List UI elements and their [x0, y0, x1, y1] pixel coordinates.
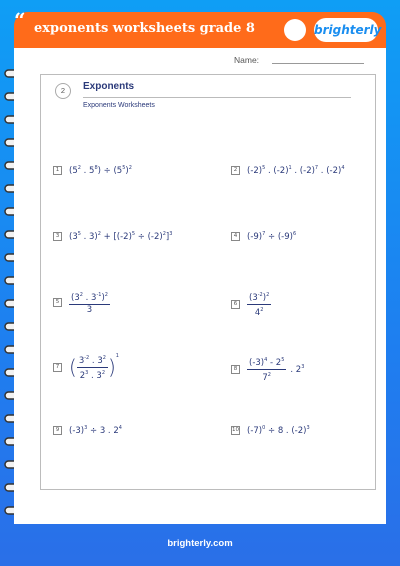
- header-title: exponents worksheets grade 8: [34, 21, 255, 36]
- problem-expression: $\frac{(-3)^4 - 2^5}{7^2}$ . $2^3$: [249, 357, 305, 383]
- problem-6: [231, 290, 271, 319]
- problem-number: 10: [232, 426, 239, 433]
- worksheet-paper: [14, 48, 386, 524]
- worksheet-title: Exponents: [83, 81, 135, 92]
- problem-expression: $\frac{(3^{-2})^2}{4^2}$: [249, 292, 270, 318]
- quote-icon: “: [14, 8, 26, 32]
- problem-expression: $\frac{(3^2 . 3^{-1})^2}{3}$: [71, 292, 108, 315]
- problem-number: 1: [53, 166, 62, 175]
- problem-2: [231, 165, 345, 176]
- problem-expression: $(-9)^7 \div (-9)^6$: [247, 231, 297, 242]
- problem-expression: ($5^2$ . $5^8) \div (5^5)^2$: [69, 165, 132, 176]
- footer-website[interactable]: brighterly.com: [167, 538, 233, 549]
- name-label: Name:: [234, 55, 260, 65]
- problem-number: 8: [231, 365, 240, 374]
- problem-10: [231, 425, 310, 436]
- worksheet-subtitle: Exponents Worksheets: [83, 102, 155, 109]
- brighterly-logo[interactable]: [314, 18, 382, 42]
- problem-number: 2: [231, 166, 240, 175]
- problem-3: [53, 231, 172, 242]
- worksheet-number-badge: 2: [55, 83, 71, 99]
- problem-8: [231, 355, 304, 384]
- problem-number: 5: [53, 298, 62, 307]
- logo-text: brighterly: [314, 23, 382, 37]
- problem-number: 9: [53, 426, 62, 435]
- problem-5: [53, 290, 110, 316]
- problem-7: [53, 353, 119, 382]
- problem-4: [231, 231, 296, 242]
- problem-number: 6: [231, 300, 240, 309]
- problem-expression: ($3^5$ . $3)^2 + [(-2)^5 \div (-2)^2]^3$: [69, 231, 173, 242]
- worksheet-header: [14, 8, 386, 48]
- problem-number: 4: [231, 232, 240, 241]
- problem-number: 3: [53, 232, 62, 241]
- problem-expression: $(-7)^0 \div 8$ . $(-2)^3$: [247, 425, 310, 436]
- problem-expression: ( $\frac{3^{-2} . 3^2}{2^3 . 3^2}$ ) $^1$: [69, 353, 119, 381]
- worksheet-frame: [40, 74, 376, 490]
- problem-1: [53, 165, 132, 176]
- problem-number: 7: [53, 363, 62, 372]
- problem-expression: $(-2)^5$ . $(-2)^1$ . $(-2)^7$ . $(-2)^4$: [247, 165, 345, 176]
- title-divider: [83, 97, 351, 98]
- problem-expression: $(-3)^3 \div 3$ . $2^4$: [69, 425, 122, 436]
- problem-9: [53, 425, 122, 436]
- circle-decoration-icon: [284, 19, 306, 41]
- name-input-line: [272, 63, 364, 64]
